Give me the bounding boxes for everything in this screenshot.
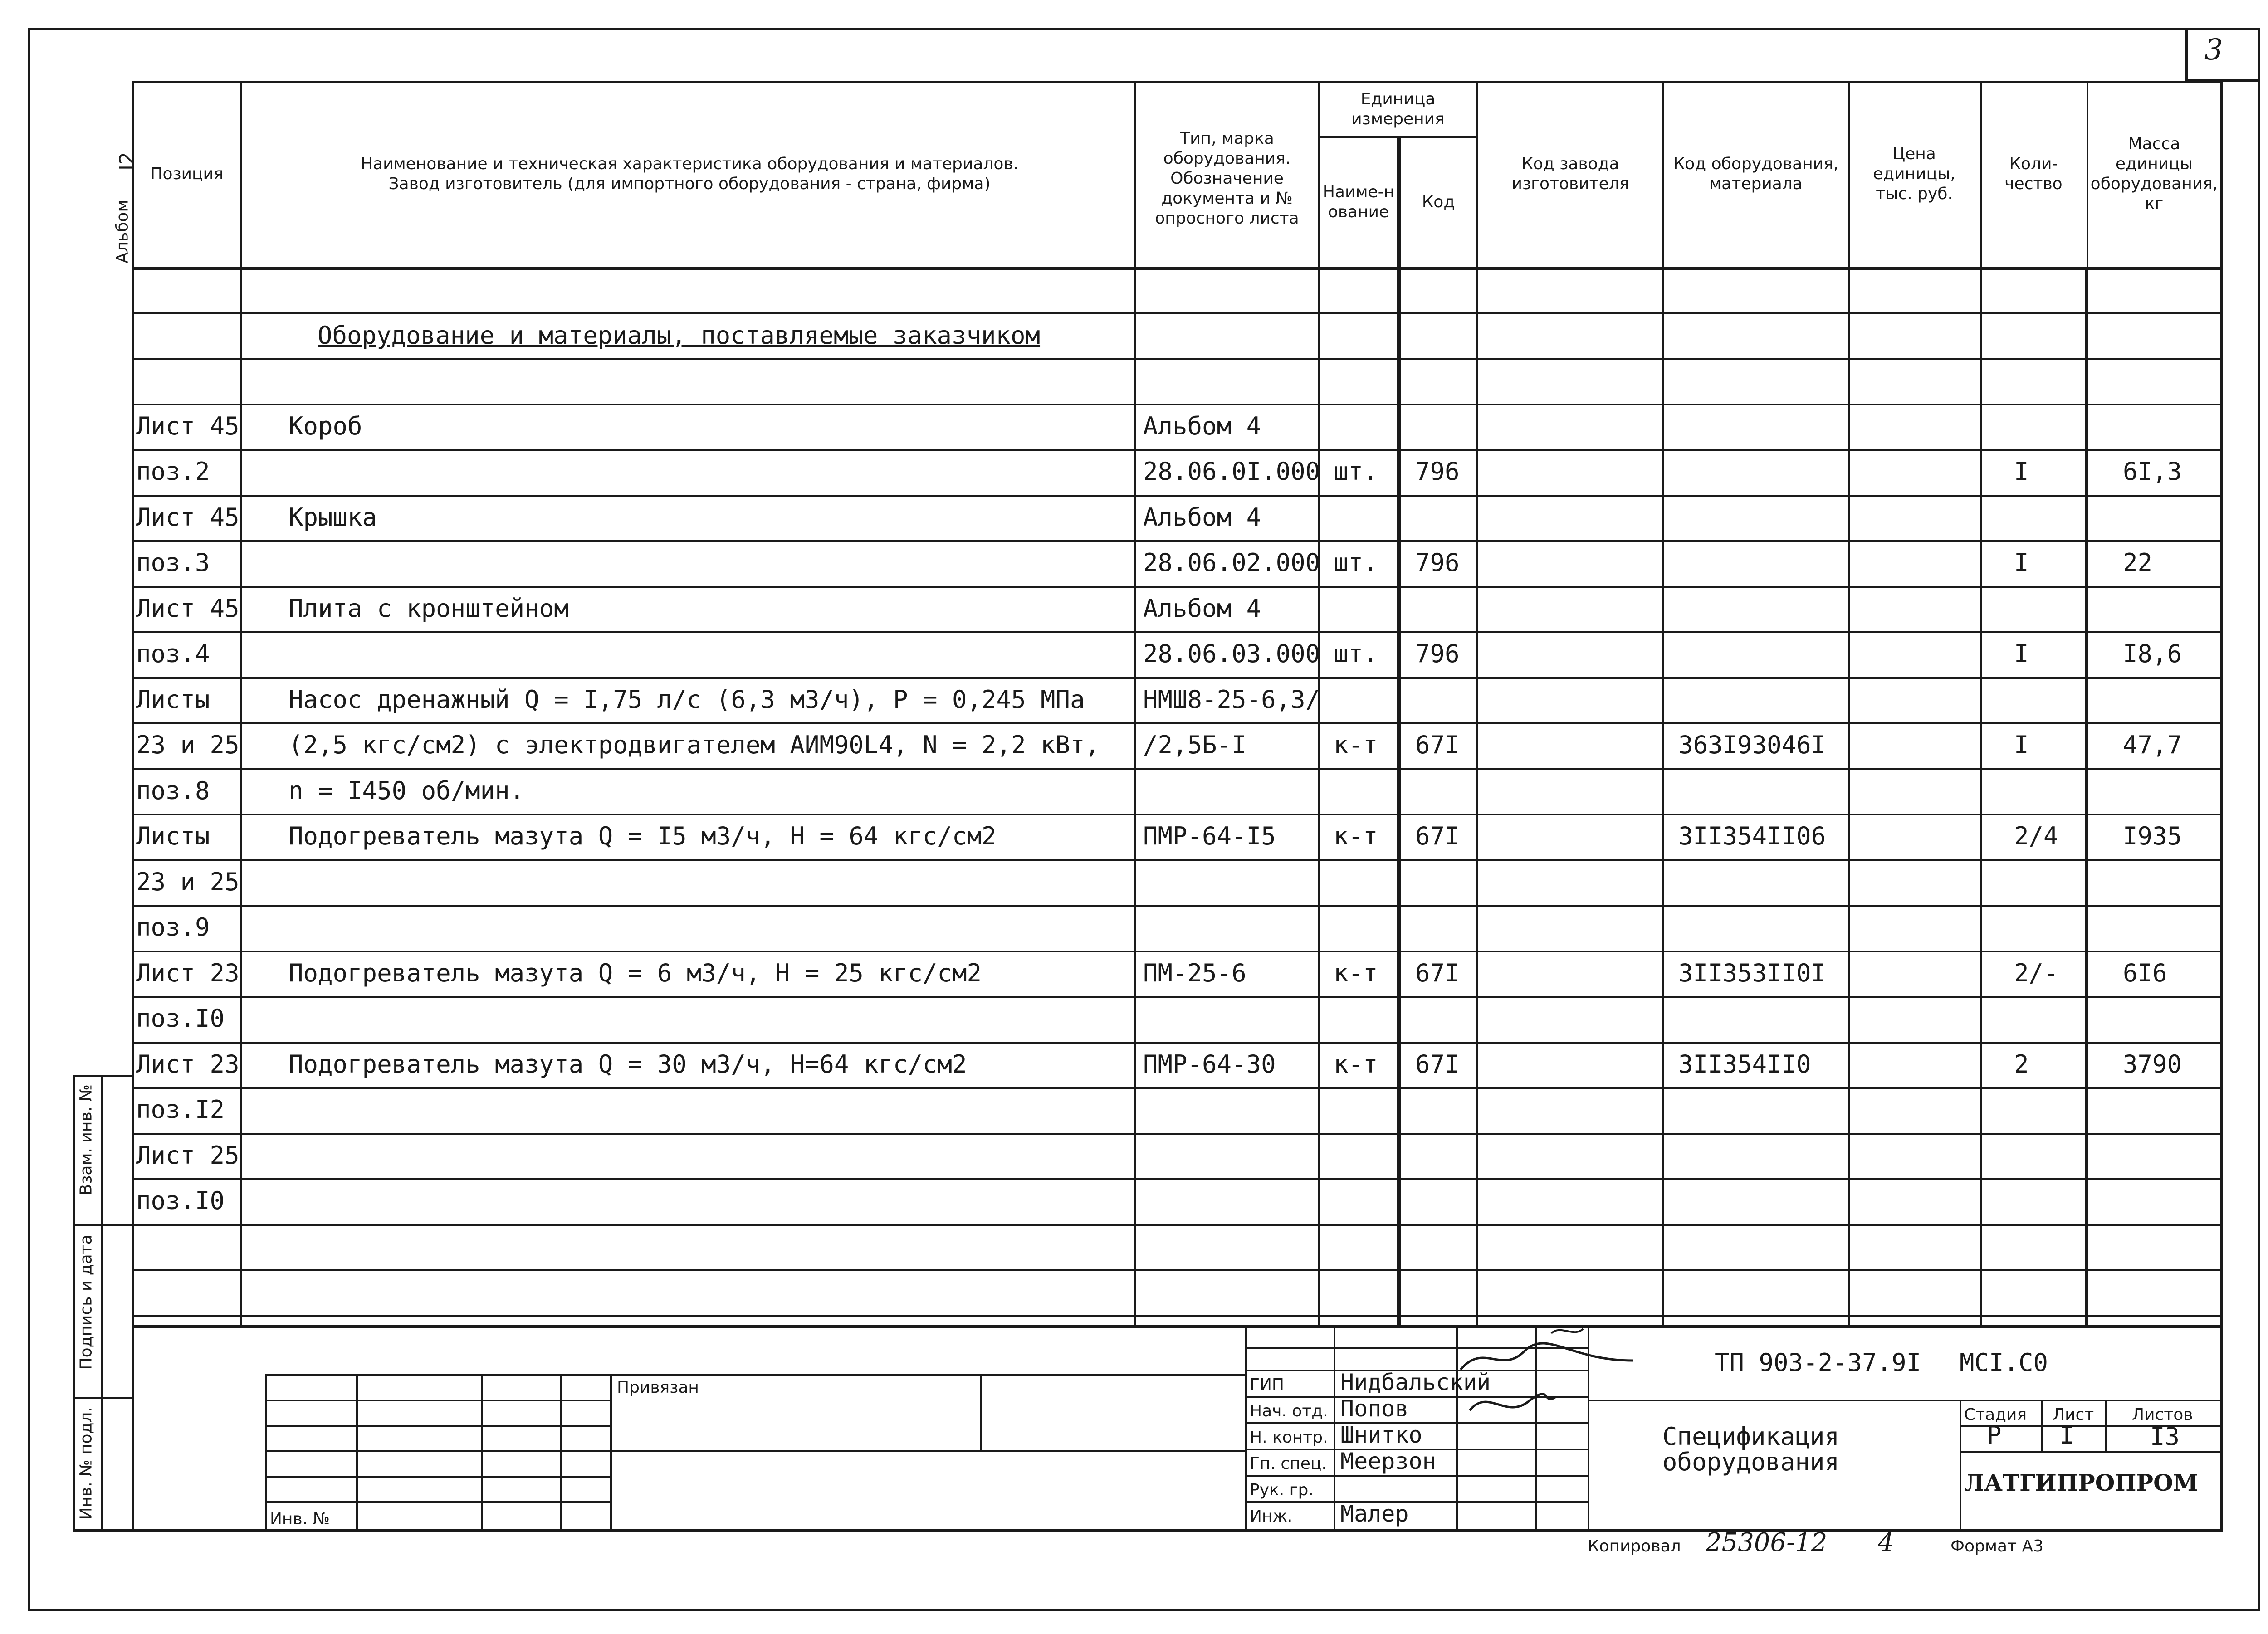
- header-position: Позиция: [150, 165, 224, 183]
- row-name: Короб: [288, 412, 362, 440]
- row-line: [132, 859, 2223, 861]
- row-type: 28.06.02.000: [1143, 548, 1320, 577]
- row-qty: I: [2014, 639, 2029, 668]
- stamp-role: Нач. отд.: [1250, 1402, 1328, 1420]
- row-pos: поз.I0: [136, 1186, 225, 1215]
- header-equipment-code: Код оборудования, материала: [1673, 155, 1839, 193]
- row-line: [132, 586, 2223, 588]
- row-unit: шт.: [1334, 457, 1378, 486]
- row-qty: 2: [2014, 1050, 2029, 1078]
- row-pos: Листы: [136, 822, 210, 850]
- row-code: 67I: [1415, 822, 1460, 850]
- row-name: Крышка: [288, 503, 377, 532]
- row-code: 796: [1415, 639, 1460, 668]
- org-name: ЛАТГИПРОПРОМ: [1964, 1469, 2198, 1496]
- row-pos: Лист 25: [136, 1141, 240, 1170]
- row-name: (2,5 кгс/см2) с электродвигателем АИМ90L4, N = 2,2 кВт,: [288, 731, 1100, 759]
- mini-line: [265, 1400, 610, 1401]
- stamp-line: [1960, 1451, 2223, 1453]
- row-type: Альбом 4: [1143, 412, 1261, 440]
- row-pos: Лист 45: [136, 412, 240, 440]
- stamp-line: [1334, 1325, 1335, 1532]
- mini-line: [356, 1374, 358, 1532]
- mini-line: [265, 1374, 1245, 1376]
- row-name: Подогреватель мазута Q = 6 м3/ч, H = 25 кгс/см2: [288, 959, 982, 987]
- row-line: [132, 1133, 2223, 1135]
- row-unit: к-т: [1334, 822, 1378, 850]
- row-line: [132, 905, 2223, 907]
- row-mass: 6I,3: [2123, 457, 2182, 486]
- row-mass: I935: [2123, 822, 2182, 850]
- row-code: 67I: [1415, 731, 1460, 759]
- row-line: [132, 1042, 2223, 1044]
- row-mass: 6I6: [2123, 959, 2167, 987]
- stamp-line: [1588, 1400, 2223, 1401]
- row-line: [132, 449, 2223, 451]
- row-unit: к-т: [1334, 731, 1378, 759]
- mini-line: [265, 1501, 610, 1503]
- row-pos: 23 и 25: [136, 868, 240, 896]
- side-strip-line: [101, 1075, 103, 1532]
- header-unit-code: Код: [1422, 193, 1455, 211]
- row-pos: поз.8: [136, 776, 210, 805]
- row-pos: поз.I0: [136, 1004, 225, 1033]
- privyazan-label: Привязан: [617, 1378, 699, 1397]
- header-quantity: Коли-чество: [2004, 155, 2063, 193]
- signature-marks: [1452, 1315, 1642, 1433]
- mini-line: [265, 1425, 610, 1427]
- side-strip-line: [73, 1224, 134, 1226]
- row-line: [132, 722, 2223, 724]
- row-pos: Лист 23: [136, 959, 240, 987]
- section-title: Оборудование и материалы, поставляемые заказчиком: [318, 321, 1041, 350]
- row-pos: поз.4: [136, 639, 210, 668]
- stamp-name: Нидбальский: [1340, 1369, 1491, 1395]
- side-label-replaced-inv: Взам. инв. №: [77, 1084, 96, 1195]
- mini-line: [481, 1374, 483, 1532]
- header-unit-name: Наиме-нование: [1322, 183, 1395, 221]
- header-mass: Масса единицы оборудования, кг: [2090, 135, 2218, 213]
- stamp-name: Меерзон: [1340, 1448, 1436, 1474]
- row-pos: Лист 23: [136, 1050, 240, 1078]
- side-label-signature-date: Подпись и дата: [77, 1234, 96, 1370]
- row-line: [132, 1269, 2223, 1271]
- mini-line: [560, 1374, 562, 1532]
- sheet-label: Лист: [2053, 1405, 2094, 1424]
- sheets-label: Листов: [2132, 1405, 2193, 1424]
- row-line: [132, 358, 2223, 360]
- row-line: [132, 540, 2223, 542]
- row-type: НМШ8-25-6,3/: [1143, 685, 1320, 714]
- row-type: ПМР-64-I5: [1143, 822, 1276, 850]
- row-equip: 3II353II0I: [1678, 959, 1826, 987]
- header-unit-group: Единица измерения: [1351, 90, 1445, 128]
- row-type: ПМ-25-6: [1143, 959, 1246, 987]
- row-line: [132, 677, 2223, 679]
- copied-sheet: 4: [1878, 1528, 1894, 1557]
- row-name: Подогреватель мазута Q = 30 м3/ч, H=64 кгс/см2: [288, 1050, 967, 1078]
- stamp-name: Малер: [1340, 1501, 1409, 1527]
- stamp-row-line: [1245, 1501, 1588, 1503]
- doc-suffix: МСI.С0: [1960, 1348, 2048, 1377]
- row-pos: Лист 45: [136, 503, 240, 532]
- row-pos: Листы: [136, 685, 210, 714]
- stage-label: Стадия: [1964, 1405, 2027, 1424]
- row-line: [132, 1224, 2223, 1226]
- row-code: 796: [1415, 548, 1460, 577]
- page-number: 3: [2204, 33, 2223, 67]
- sheets-value: I3: [2150, 1422, 2180, 1451]
- row-type: 28.06.03.000: [1143, 639, 1320, 668]
- row-line: [132, 951, 2223, 952]
- row-equip: 363I93046I: [1678, 731, 1826, 759]
- header-name: Наименование и техническая характеристика оборудования и материалов. Завод изготовитель (для импортного оборудования - страна, фирма): [360, 155, 1019, 193]
- stamp-role: Гп. спец.: [1250, 1454, 1327, 1473]
- col-line: [2085, 268, 2088, 1328]
- mini-line: [265, 1450, 1245, 1452]
- row-pos: Лист 45: [136, 594, 240, 623]
- row-type: /2,5Б-I: [1143, 731, 1246, 759]
- copied-label: Копировал: [1588, 1537, 1681, 1556]
- row-line: [132, 1178, 2223, 1180]
- side-strip-line: [73, 1397, 134, 1399]
- sheet-value: I: [2059, 1421, 2074, 1449]
- row-pos: поз.9: [136, 913, 210, 941]
- row-mass: 47,7: [2123, 731, 2182, 759]
- stamp-role: Рук. гр.: [1250, 1481, 1314, 1499]
- row-line: [132, 404, 2223, 405]
- stamp-role: Инж.: [1250, 1507, 1293, 1526]
- col-line: [1397, 136, 1401, 1328]
- row-equip: 3II354II06: [1678, 822, 1826, 850]
- row-unit: к-т: [1334, 1050, 1378, 1078]
- row-line: [132, 495, 2223, 497]
- row-mass: 3790: [2123, 1050, 2182, 1078]
- mini-line: [265, 1476, 610, 1478]
- header-price: Цена единицы, тыс. руб.: [1873, 145, 1955, 203]
- row-line: [132, 996, 2223, 998]
- doc-title: Спецификация оборудования: [1662, 1422, 1840, 1476]
- copied-value: 25306-12: [1706, 1528, 1828, 1557]
- row-qty: I: [2014, 548, 2029, 577]
- row-line: [132, 1087, 2223, 1089]
- stamp-line: [1245, 1325, 1247, 1532]
- row-line: [132, 814, 2223, 815]
- row-mass: 22: [2123, 548, 2153, 577]
- header-plant-code: Код завода изготовителя: [1511, 155, 1629, 193]
- row-name: Плита с кронштейном: [288, 594, 569, 623]
- row-mass: I8,6: [2123, 639, 2182, 668]
- header-bottom: [132, 267, 2223, 270]
- row-code: 796: [1415, 457, 1460, 486]
- row-equip: 3II354II0: [1678, 1050, 1811, 1078]
- header-type: Тип, марка оборудования. Обозначение документа и № опросного листа: [1155, 129, 1299, 228]
- row-qty: I: [2014, 457, 2029, 486]
- row-line: [132, 631, 2223, 633]
- row-code: 67I: [1415, 959, 1460, 987]
- row-pos: поз.3: [136, 548, 210, 577]
- row-unit: к-т: [1334, 959, 1378, 987]
- row-name: Насос дренажный Q = I,75 л/с (6,3 м3/ч), P = 0,245 МПа: [288, 685, 1085, 714]
- stamp-name: Попов: [1340, 1395, 1409, 1422]
- row-code: 67I: [1415, 1050, 1460, 1078]
- mini-line: [265, 1374, 267, 1532]
- album-number: I2: [115, 152, 139, 171]
- row-qty: 2/4: [2014, 822, 2058, 850]
- stage-value: Р: [1987, 1421, 2002, 1449]
- stamp-role: ГИП: [1250, 1375, 1284, 1394]
- row-name: n = I450 об/мин.: [288, 776, 525, 805]
- row-qty: 2/-: [2014, 959, 2058, 987]
- row-type: Альбом 4: [1143, 503, 1261, 532]
- row-pos: поз.I2: [136, 1095, 225, 1124]
- stamp-line: [1960, 1400, 1961, 1532]
- row-unit: шт.: [1334, 548, 1378, 577]
- doc-code: ТП 903-2-37.9I: [1715, 1348, 1921, 1377]
- row-type: ПМР-64-30: [1143, 1050, 1276, 1078]
- stamp-name: Шнитко: [1340, 1422, 1422, 1448]
- side-label-original-inv: Инв. № подл.: [77, 1407, 96, 1520]
- mini-line: [980, 1374, 982, 1451]
- row-line: [132, 1315, 2223, 1317]
- inv-no-label: Инв. №: [270, 1510, 330, 1528]
- row-name: Подогреватель мазута Q = I5 м3/ч, H = 64 кгс/см2: [288, 822, 997, 850]
- stamp-role: Н. контр.: [1250, 1428, 1328, 1447]
- album-label: Альбом: [113, 200, 132, 263]
- row-line: [132, 768, 2223, 770]
- row-pos: 23 и 25: [136, 731, 240, 759]
- row-pos: поз.2: [136, 457, 210, 486]
- format-label: Формат А3: [1950, 1537, 2044, 1556]
- row-unit: шт.: [1334, 639, 1378, 668]
- stamp-line: [132, 1325, 2223, 1327]
- row-type: 28.06.0I.000: [1143, 457, 1320, 486]
- mini-line: [610, 1374, 612, 1532]
- row-qty: I: [2014, 731, 2029, 759]
- row-type: Альбом 4: [1143, 594, 1261, 623]
- row-line: [132, 312, 2223, 314]
